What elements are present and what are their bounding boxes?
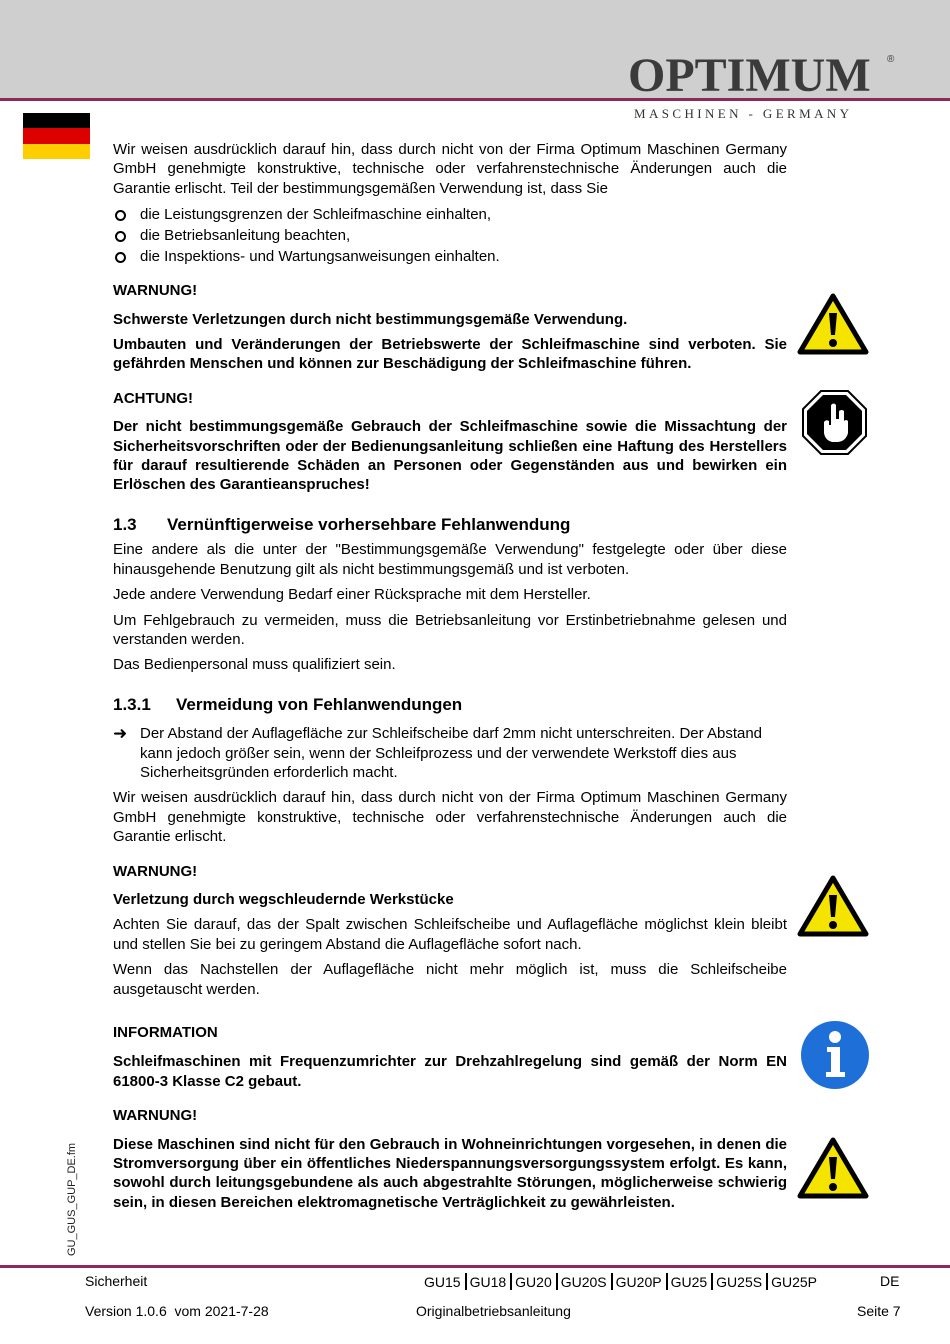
warning-text: Achten Sie darauf, das der Spalt zwischen Schleifscheibe und Auflagefläche möglichst klein bleibt und stellen Sie bei zu geringem Abstand die Auflagefläche sofort nach.: [113, 916, 787, 953]
model-label: GU25: [670, 1274, 708, 1290]
section-paragraph: Wir weisen ausdrücklich darauf hin, dass durch nicht von der Firma Optimum Maschinen Germany GmbH genehmigte konstruktive, technische oder verfahrenstechnische Änderungen auch die Garantie erlischt.: [113, 789, 787, 846]
info-circle-icon: [800, 1020, 870, 1090]
list-item: die Betriebsanleitung beachten,: [113, 226, 787, 245]
section-paragraph: Um Fehlgebrauch zu vermeiden, muss die Betriebsanleitung vor Erstinbetriebnahme gelesen und verstanden werden.: [113, 611, 787, 648]
warning-triangle-icon: [797, 1137, 869, 1199]
model-label: GU25P: [771, 1274, 817, 1290]
model-label: GU20P: [615, 1274, 662, 1290]
section-paragraph: Das Bedienpersonal muss qualifiziert sein.: [113, 656, 396, 674]
page-number: Seite 7: [857, 1303, 901, 1319]
intro-list: [113, 205, 787, 266]
footer-doc-type: Originalbetriebsanleitung: [416, 1303, 571, 1319]
footer-section: Sicherheit: [85, 1273, 148, 1289]
file-label: GU_GUS_GUP_DE.fm: [66, 1142, 78, 1256]
information-label: INFORMATION: [113, 1024, 218, 1041]
footer-version: Version 1.0.6 vom 2021-7-28: [85, 1303, 269, 1319]
registered-mark: ®: [887, 54, 895, 65]
warning-label: WARNUNG!: [113, 1107, 198, 1125]
circle-bullet-icon: [115, 231, 126, 242]
model-label: GU20S: [560, 1274, 607, 1290]
warning-triangle-icon: [797, 293, 869, 355]
subsection-heading: 1.3.1 Vermeidung von Fehlanwendungen: [113, 694, 463, 714]
warning-label: WARNUNG!: [113, 282, 198, 300]
section-paragraph: Jede andere Verwendung Bedarf einer Rücksprache mit dem Hersteller.: [113, 586, 591, 604]
footer-divider: [0, 1265, 950, 1268]
model-label: GU25S: [716, 1274, 763, 1290]
warning-text: Diese Maschinen sind nicht für den Gebrauch in Wohneinrichtungen vorgesehen, in denen die Stromversorgung über ein öffentliches Niederspannungsversorgungssystem erfolgt. Es kann, sowohl durch leitungsgebundene als auch abgestrahlte Störungen, möglicherweise schwierig sein, in diesen Bereichen elektromagnetische Verträglichkeit zu gewährleisten.: [113, 1135, 787, 1211]
warning-title: Verletzung durch wegschleudernde Werkstücke: [113, 890, 454, 908]
caution-text: Der nicht bestimmungsgemäße Gebrauch der Schleifmaschine sowie die Missachtung der Sicherheitsvorschriften oder der Bedienungsanleitung schließen eine Haftung des Herstellers für darauf resultierende Schäden an Personen oder Gegenständen aus und bewirken ein Erlöschen des Garantieanspruches!: [113, 418, 787, 494]
model-label: GU20: [515, 1274, 552, 1290]
stop-hand-icon: [801, 389, 868, 456]
arrow-list-item: ➜ Der Abstand der Auflagefläche zur Schleifscheibe darf 2mm nicht unterschreiten. Der Abstand kann jedoch größer sein, wenn der Schleifprozess und der verwendete Werkstoff dies aus Sicherheitsgründen erforderlich macht.: [113, 724, 763, 781]
information-text: Schleifmaschinen mit Frequenzumrichter zur Drehzahlregelung sind gemäß der Norm EN 61800-3 Klasse C2 gebaut.: [113, 1053, 787, 1090]
footer-language: DE: [880, 1273, 900, 1289]
warning-title: Schwerste Verletzungen durch nicht bestimmungsgemäße Verwendung.: [113, 310, 628, 328]
warning-text: Umbauten und Veränderungen der Betriebswerte der Schleifmaschine sind verboten. Sie gefährden Menschen und können zur Beschädigung der Schleifmaschine führen.: [113, 336, 787, 373]
brand-logo: OPTIMUM: [628, 49, 871, 102]
german-flag-icon: [23, 113, 90, 159]
list-item: die Leistungsgrenzen der Schleifmaschine einhalten,: [113, 205, 787, 224]
circle-bullet-icon: [115, 210, 126, 221]
caution-label: ACHTUNG!: [113, 389, 193, 407]
model-label: GU18: [469, 1274, 507, 1290]
circle-bullet-icon: [115, 252, 126, 263]
section-heading: 1.3 Vernünftigerweise vorhersehbare Fehlanwendung: [113, 514, 571, 534]
arrow-right-icon: ➜: [113, 724, 128, 744]
warning-text: Wenn das Nachstellen der Auflagefläche nicht mehr möglich ist, muss die Schleifscheibe ausgetauscht werden.: [113, 961, 787, 998]
page-content: [113, 140, 787, 1212]
intro-paragraph: Wir weisen ausdrücklich darauf hin, dass durch nicht von der Firma Optimum Maschinen Germany GmbH genehmigte konstruktive, technische oder verfahrenstechnische Änderungen auch die Garantie erlischt. Teil der bestimmungsgemäßen Verwendung ist, dass Sie: [113, 141, 787, 197]
footer-models: [424, 1273, 817, 1290]
brand-tagline: MASCHINEN - GERMANY: [634, 106, 853, 121]
section-paragraph: Eine andere als die unter der "Bestimmungsgemäße Verwendung" festgelegte oder über diese hinausgehende Benutzung gilt als nicht bestimmungsgemäß und ist verboten.: [113, 541, 787, 578]
model-label: GU15: [424, 1274, 461, 1290]
list-item: die Inspektions- und Wartungsanweisungen einhalten.: [113, 247, 787, 266]
warning-label: WARNUNG!: [113, 862, 198, 880]
warning-triangle-icon: [797, 875, 869, 937]
